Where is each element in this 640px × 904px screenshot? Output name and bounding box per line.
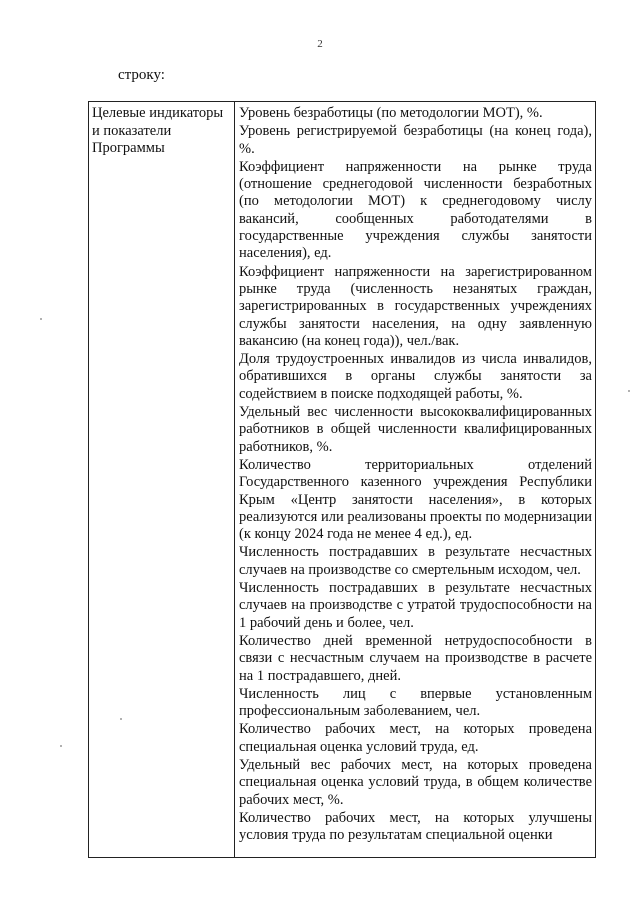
scan-speck [40,318,42,320]
indicator-item: Количество рабочих мест, на которых улучшены условия труда по результатам специальной оценки [239,809,592,844]
indicator-item: Удельный вес численности высококвалифицированных работников в общей численности квалифицированных работников, %. [239,404,592,455]
indicator-item: Удельный вес рабочих мест, на которых проведена специальная оценка условий труда, в общем количестве рабочих мест, %. [239,756,592,808]
indicator-item: Количество рабочих мест, на которых проведена специальная оценка условий труда, ед. [239,721,592,755]
scan-speck [120,718,122,720]
table-left-cell: Целевые индикаторы и показатели Программы [92,105,224,156]
column-divider [234,102,235,857]
table-right-cell [239,105,592,845]
intro-text: строку: [118,67,165,83]
indicator-item: Численность лиц с впервые установленным профессиональным заболеванием, чел. [239,685,592,720]
indicator-item: Коэффициент напряженности на рынке труда (отношение среднегодовой численности безработных (по методологии МОТ) к среднегодовому числу вакансий, сообщенных работодателями в государственные учреждения службы занятости населения), ед. [239,158,592,262]
scan-speck [628,390,630,392]
indicator-item: Численность пострадавших в результате несчастных случаев на производстве со смертельным исходом, чел. [239,544,592,578]
indicator-item: Количество территориальных отделений Государственного казенного учреждения Республики Крым «Центр занятости населения», в которых реализуются или реализованы проекты по модернизации (к концу 2024 года не менее 4 ед.), ед. [239,456,592,543]
indicator-item: Коэффициент напряженности на зарегистрированном рынке труда (численность незанятых граждан, зарегистрированных в государственных учреждениях службы занятости населения, на одну заявленную вакансию (на конец года)), чел./вак. [239,263,592,349]
page-number: 2 [317,38,323,50]
indicator-item: Уровень безработицы (по методологии МОТ), %. [239,105,543,121]
indicator-item: Количество дней временной нетрудоспособности в связи с несчастным случаем на производстве в расчете на 1 пострадавшего, дней. [239,632,592,684]
indicator-item: Численность пострадавших в результате несчастных случаев на производстве с утратой трудоспособности на 1 рабочий день и более, чел. [239,580,592,631]
scan-speck [60,745,62,747]
indicators-table [88,101,596,858]
indicator-item: Доля трудоустроенных инвалидов из числа инвалидов, обратившихся в органы службы занятости за содействием в поиске подходящей работы, %. [239,351,592,402]
indicator-item: Уровень регистрируемой безработицы (на конец года), %. [239,123,592,157]
